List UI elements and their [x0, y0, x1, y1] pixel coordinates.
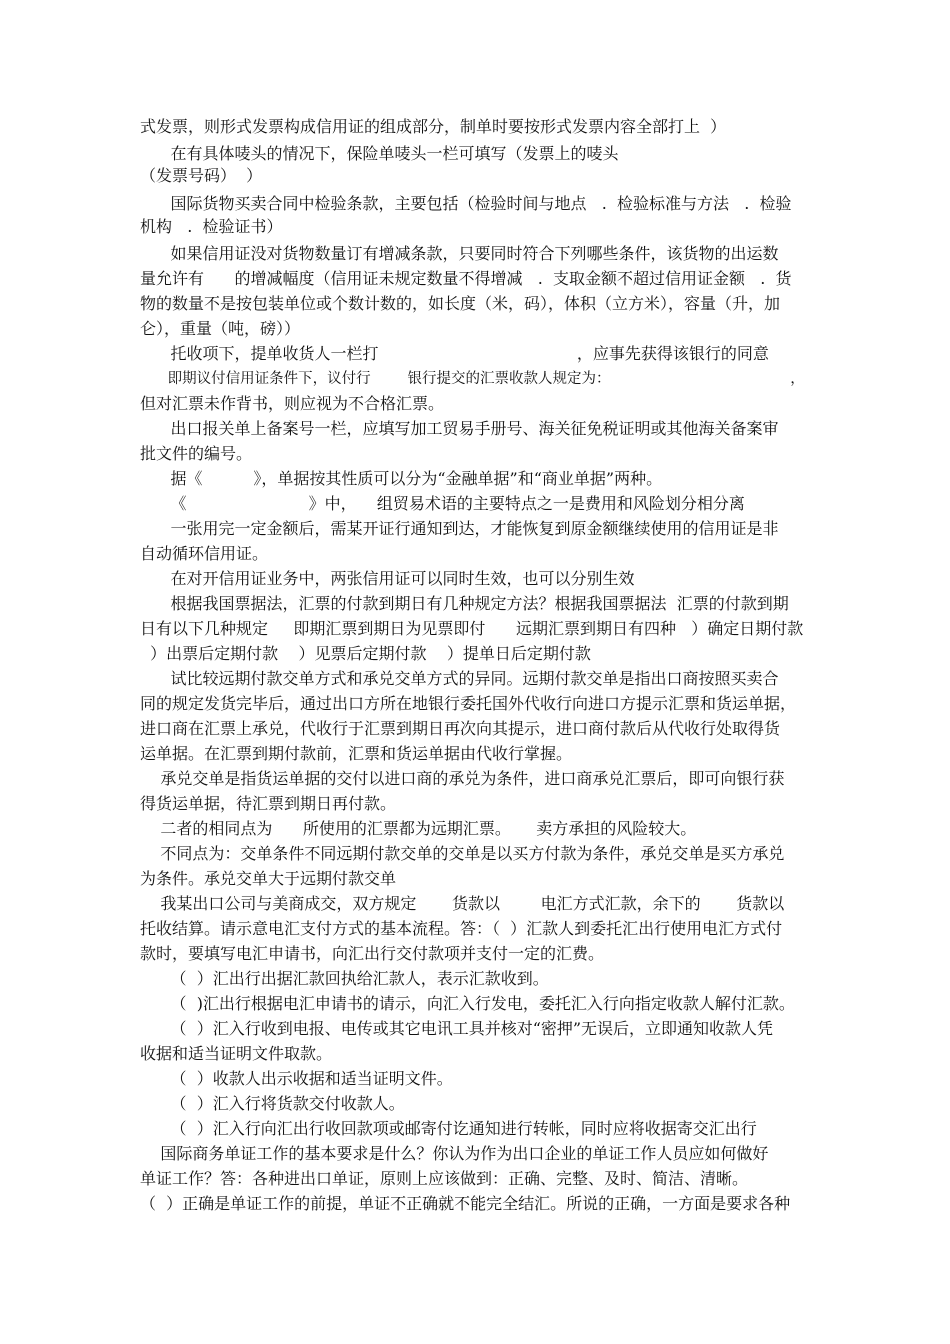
text-line: （ ）汇入行向汇出行收回款项或邮寄付讫通知进行转帐，同时应将收据寄交汇出行 [140, 1119, 757, 1138]
text-line: 国际货物买卖合同中检验条款，主要包括（检验时间与地点 . 检验标准与方法 . 检验 [140, 194, 792, 213]
text-line: 单证工作？答：各种进出口单证，原则上应该做到：正确、完整、及时、简洁、清晰。 [140, 1169, 749, 1188]
text-line: 量允许有 的增减幅度（信用证未规定数量不得增减 . 支取金额不超过信用证金额 . 货 [140, 269, 792, 288]
text-line: 批文件的编号。 [140, 444, 253, 463]
text-line: 出口报关单上备案号一栏，应填写加工贸易手册号、海关征免税证明或其他海关备案审 [140, 419, 779, 438]
text-line: （ ）汇入行将货款交付收款人。 [140, 1094, 405, 1113]
text-line: （ ）收款人出示收据和适当证明文件。 [140, 1069, 453, 1088]
text-line: 款时，要填写电汇申请书，向汇出行交付款项并支付一定的汇费。 [140, 944, 605, 963]
text-line: （ ）汇出行出据汇款回执给汇款人，表示汇款收到。 [140, 969, 549, 988]
text-line: 托收结算。请示意电汇支付方式的基本流程。答：（ ）汇款人到委托汇出行使用电汇方式付 [140, 919, 783, 938]
text-line: 不同点为：交单条件不同远期付款交单的交单是以买方付款为条件，承兑交单是买方承兑 [140, 844, 785, 863]
text-line: 二者的相同点为 所使用的汇票都为远期汇票。 卖方承担的风险较大。 [140, 819, 697, 838]
text-line: 为条件。承兑交单大于远期付款交单 [140, 869, 397, 888]
text-line: 运单据。在汇票到期付款前，汇票和货运单据由代收行掌握。 [140, 744, 573, 763]
text-line: 在对开信用证业务中，两张信用证可以同时生效，也可以分别生效 [140, 569, 635, 588]
text-line: （ ）汇入行收到电报、电传或其它电讯工具并核对“密押”无误后，立即通知收款人凭 [140, 1019, 774, 1038]
text-line: 物的数量不是按包装单位或个数计数的，如长度（米，码），体积（立方米），容量（升，加 [140, 294, 781, 313]
text-line: 承兑交单是指货运单据的交付以进口商的承兑为条件，进口商承兑汇票后，即可向银行获 [140, 769, 785, 788]
text-line: 进口商在汇票上承兑，代收行于汇票到期日再次向其提示，进口商付款后从代收行处取得货 [140, 719, 781, 738]
text-line: 我某出口公司与美商成交，双方规定 货款以 电汇方式汇款，余下的 货款以 [140, 894, 785, 913]
text-line: 试比较远期付款交单方式和承兑交单方式的异同。远期付款交单是指出口商按照买卖合 [140, 669, 779, 688]
text-line: （ ）正确是单证工作的前提，单证不正确就不能完全结汇。所说的正确，一方面是要求各种 [140, 1194, 791, 1213]
text-line: 即期议付信用证条件下，议付行 银行提交的汇票收款人规定为： ， [140, 371, 805, 387]
text-line: 得货运单据，待汇票到期日再付款。 [140, 794, 397, 813]
text-line: 同的规定发货完毕后，通过出口方所在地银行委托国外代收行向进口方提示汇票和货运单据， [140, 694, 797, 713]
text-line: 机构 . 检验证书） [140, 217, 283, 236]
text-line: 国际商务单证工作的基本要求是什么？你认为作为出口企业的单证工作人员应如何做好 [140, 1144, 769, 1163]
text-line: 根据我国票据法，汇票的付款到期日有几种规定方法？根据我国票据法 汇票的付款到期 [140, 594, 789, 613]
text-line: 《 》中， 组贸易术语的主要特点之一是费用和风险划分相分离 [140, 494, 745, 513]
text-line: 在有具体唛头的情况下，保险单唛头一栏可填写（发票上的唛头 [140, 144, 619, 163]
text-line: ）出票后定期付款 ）见票后定期付款 ）提单日后定期付款 [140, 644, 591, 663]
text-line: 日有以下几种规定 即期汇票到期日为见票即付 远期汇票到期日有四种 ）确定日期付款 [140, 619, 804, 638]
text-line: 如果信用证没对货物数量订有增减条款，只要同时符合下列哪些条件，该货物的出运数 [140, 244, 779, 263]
text-line: 仑），重量（吨，磅）） [140, 319, 301, 338]
text-line: 收据和适当证明文件取款。 [140, 1044, 333, 1063]
text-line: （ )汇出行根据电汇申请书的请示，向汇入行发电，委托汇入行向指定收款人解付汇款。 [140, 994, 795, 1013]
text-line: 但对汇票未作背书，则应视为不合格汇票。 [140, 394, 445, 413]
text-line: 式发票，则形式发票构成信用证的组成部分，制单时要按形式发票内容全部打上 ） [140, 117, 727, 136]
text-line: 自动循环信用证。 [140, 544, 269, 563]
text-line: 一张用完一定金额后，需某开证行通知到达，才能恢复到原金额继续使用的信用证是非 [140, 519, 779, 538]
text-line: 托收项下，提单收货人一栏打 ，应事先获得该银行的同意 [140, 344, 769, 363]
text-line: 据《 》，单据按其性质可以分为“金融单据”和“商业单据”两种。 [140, 469, 663, 488]
text-line: （发票号码） ） [140, 166, 263, 185]
